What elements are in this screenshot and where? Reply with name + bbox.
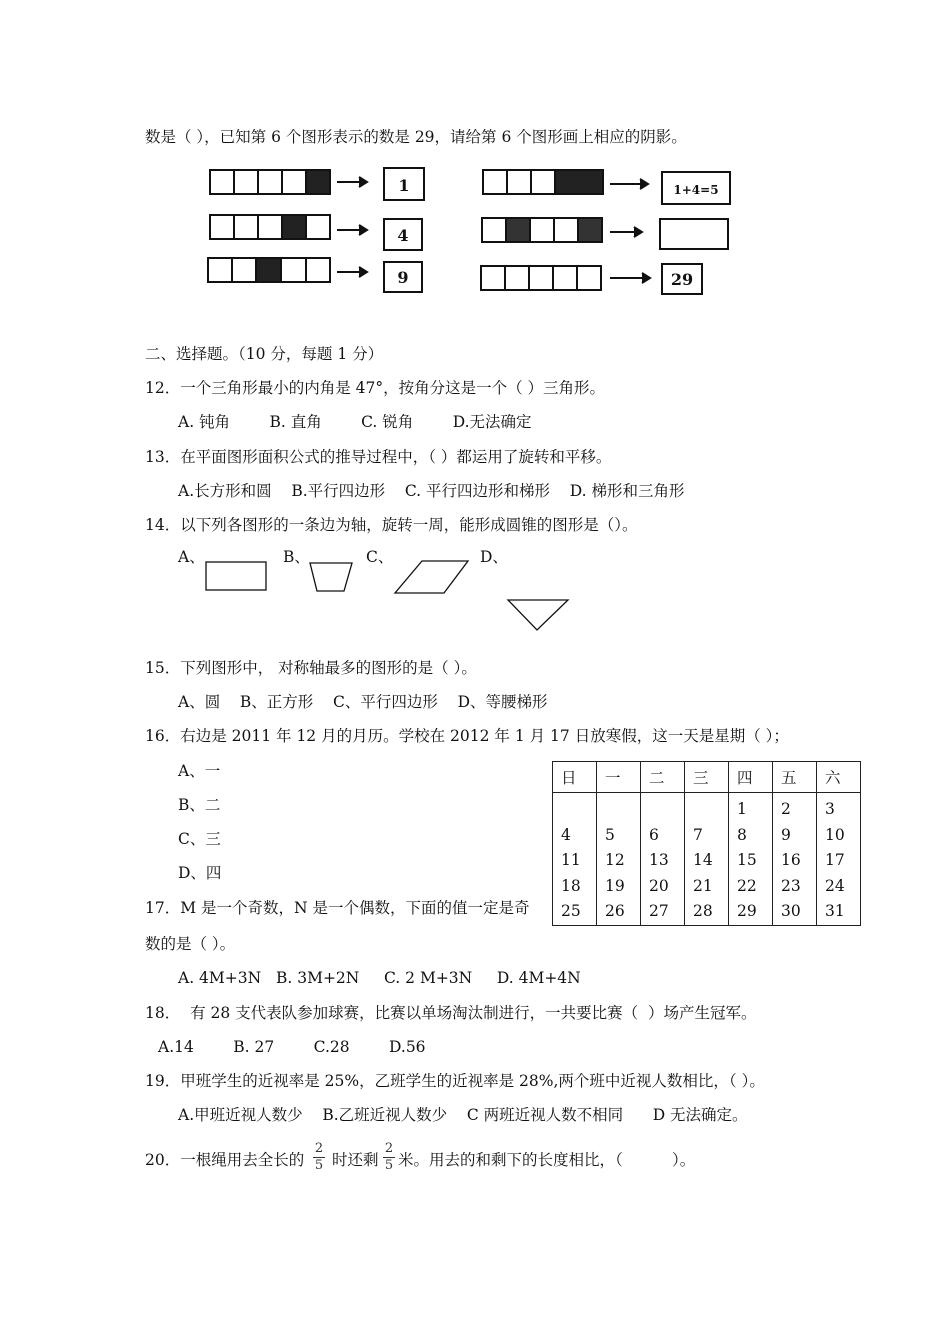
left-row-3-boxes [208,258,330,282]
q19-stem: 19．甲班学生的近视率是 25%，乙班学生的近视率是 28%,两个班中近视人数相比，（ ）。 [145,1072,765,1090]
q18-stem: 18． 有 28 支代表队参加球赛，比赛以单场淘汰制进行，一共要比赛（ ）场产生冠军。 [145,1004,757,1022]
section2-title: 二、选择题。（10 分，每题 1 分） [145,345,384,363]
calendar-column-sun: 4 11 18 25 [553,793,597,926]
calendar-column-sat: 3 10 17 24 31 [817,793,861,926]
trapezoid-shape [310,563,352,591]
calendar-header: 六 [817,762,861,793]
q15-options: A、圆 B、正方形 C、平行四边形 D、等腰梯形 [178,693,548,711]
calendar-column-thu: 1 8 15 22 29 [729,793,773,926]
q18-options: A.14 B. 27 C.28 D.56 [158,1038,426,1056]
q14-label-b: B、 [283,548,310,566]
q11-tail-text: 数是（ ），已知第 6 个图形表示的数是 29，请给第 6 个图形画上相应的阴影。 [145,128,687,146]
left-result-1: 1 [398,176,410,195]
right-result-3: 29 [670,270,694,289]
calendar-header: 一 [597,762,641,793]
q14-label-c: C、 [366,548,394,566]
q20-fraction-2: 2 5 [384,1141,394,1173]
calendar-column-mon: 5 12 19 26 [597,793,641,926]
q12-stem: 12．一个三角形最小的内角是 47°，按角分这是一个（ ）三角形。 [145,379,606,397]
parallelogram-shape [395,561,468,593]
calendar-header: 四 [729,762,773,793]
calendar-header: 日 [553,762,597,793]
q17-stem-line2: 数的是（ ）。 [145,935,236,953]
right-row-2-boxes [482,218,602,242]
rectangle-shape [206,562,266,590]
q17-options: A. 4M+3N B. 3M+2N C. 2 M+3N D. 4M+4N [178,969,581,987]
left-row-2-boxes [210,215,330,239]
calendar-header: 五 [773,762,817,793]
q20-part2: 时还剩 [332,1151,379,1169]
december-2011-calendar [552,761,861,926]
q13-stem: 13．在平面图形面积公式的推导过程中，（ ）都运用了旋转和平移。 [145,448,612,466]
q20-part1: 20．一根绳用去全长的 [145,1151,305,1169]
q19-options: A.甲班近视人数少 B.乙班近视人数少 C 两班近视人数不相同 D 无法确定。 [178,1106,748,1124]
q15-stem: 15．下列图形中， 对称轴最多的图形的是（ ）。 [145,659,477,677]
q16-option-d: D、四 [178,864,222,882]
calendar-column-fri: 2 9 16 23 30 [773,793,817,926]
q14-stem: 14．以下列各图形的一条边为轴，旋转一周，能形成圆锥的图形是（）。 [145,516,638,534]
right-row-3-boxes [481,266,601,290]
q14-label-d: D、 [480,548,508,566]
q14-shapes [200,555,620,635]
left-result-2: 4 [397,226,409,245]
q16-option-b: B、二 [178,796,221,814]
calendar-header: 二 [641,762,685,793]
left-result-3: 9 [397,268,409,287]
q16-option-c: C、三 [178,830,221,848]
q16-option-a: A、一 [178,762,221,780]
q12-options: A. 钝角 B. 直角 C. 锐角 D.无法确定 [178,413,532,431]
calendar-header: 三 [685,762,729,793]
q14-label-a: A、 [178,548,205,566]
left-row-1-boxes [210,170,330,194]
q16-stem: 16．右边是 2011 年 12 月的月历。学校在 2012 年 1 月 17 日放寒假，这一天是星期（ ）； [145,727,789,745]
right-result-1: 1+4=5 [673,183,719,197]
q20-fraction-1: 2 5 [314,1141,324,1173]
q17-stem-line1: 17．M 是一个奇数，N 是一个偶数，下面的值一定是奇 [145,899,530,917]
calendar-column-tue: 6 13 20 27 [641,793,685,926]
q20-part3: 米。用去的和剩下的长度相比，（ ）。 [398,1151,696,1169]
calendar-column-wed: 7 14 21 28 [685,793,729,926]
triangle-shape [508,600,568,630]
right-row-1-boxes [483,170,603,194]
q13-options: A.长方形和圆 B.平行四边形 C. 平行四边形和梯形 D. 梯形和三角形 [178,482,685,500]
pattern-figure [190,160,790,310]
